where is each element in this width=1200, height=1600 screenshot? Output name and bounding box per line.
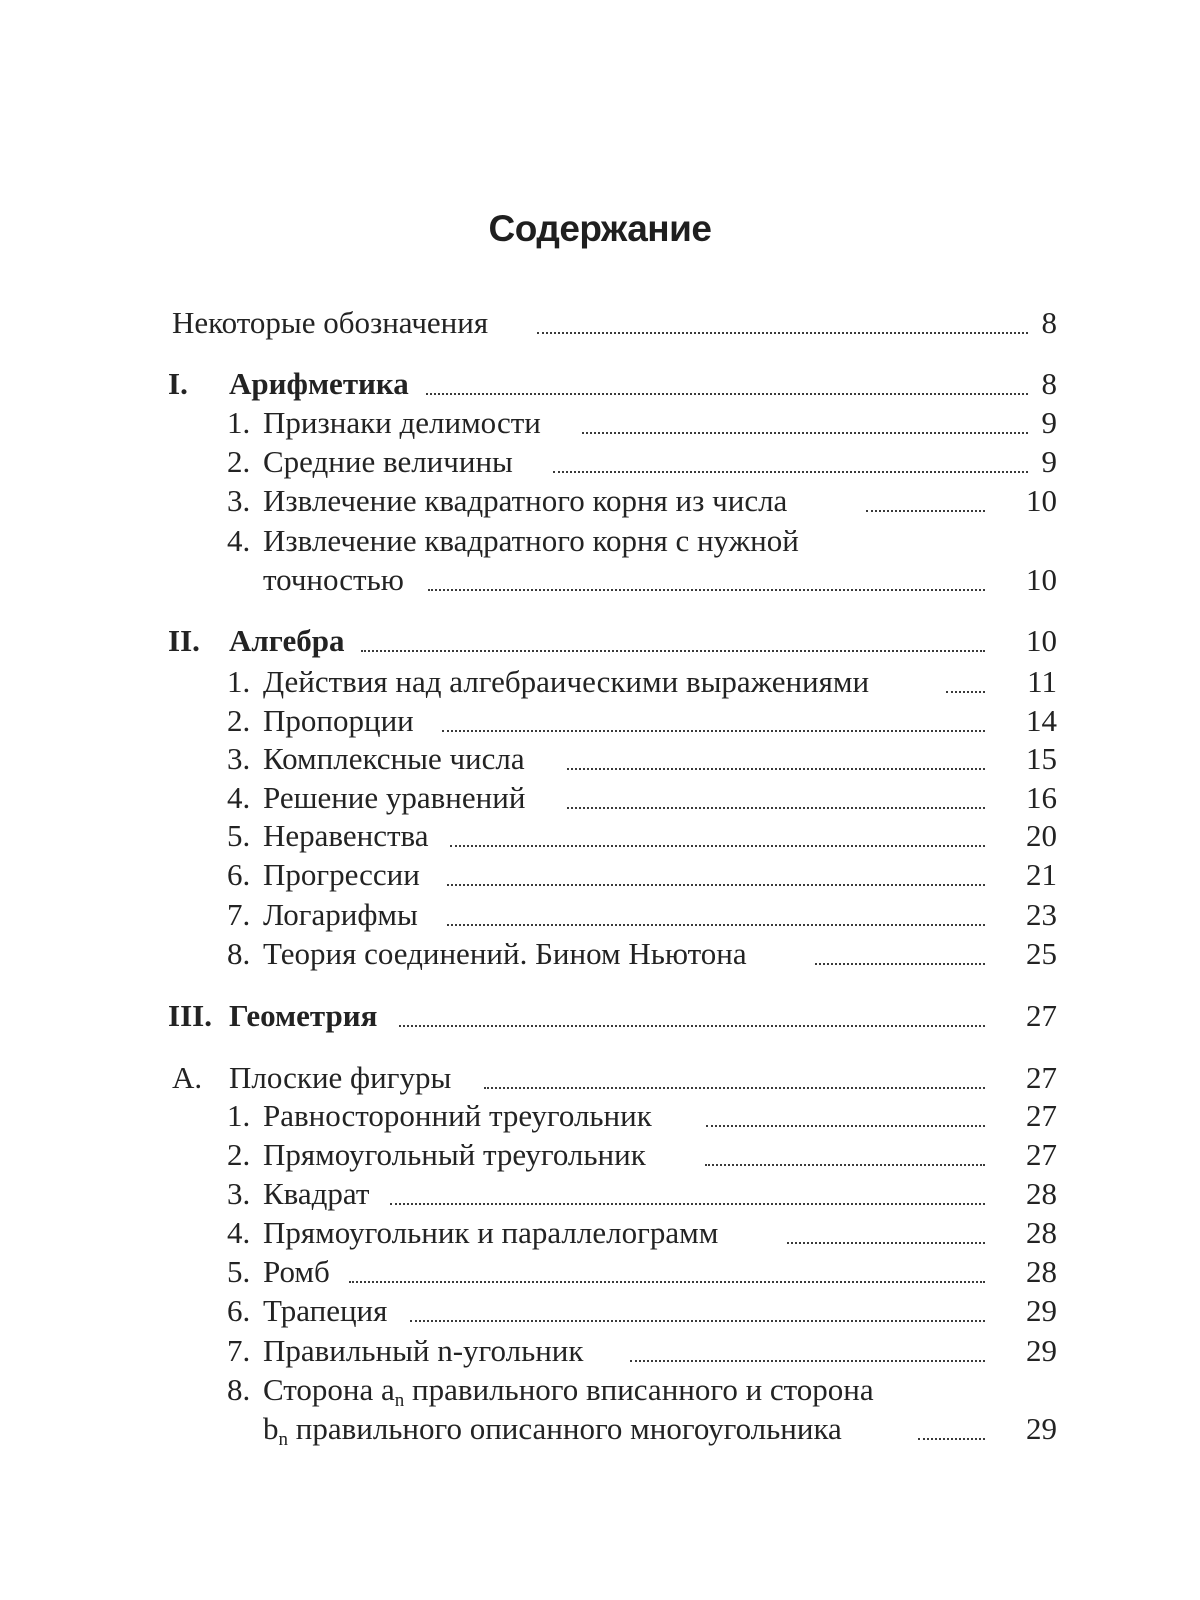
dot-leader [630, 1360, 985, 1362]
toc-entry-polygon-sides-cont[interactable] [0, 1411, 1200, 1451]
toc-entry-rectangle-parallelogram[interactable] [0, 1215, 1200, 1255]
toc-entry-label: Равносторонний треугольник [263, 1098, 652, 1133]
label-text: Сторона a [263, 1372, 395, 1407]
toc-page-number: 16 [1026, 780, 1057, 815]
subscript-n: n [278, 1429, 288, 1450]
toc-page-number: 8 [1041, 305, 1057, 340]
item-number: 1. [227, 1098, 251, 1133]
toc-entry-label: Логарифмы [263, 897, 418, 932]
toc-entry-right-triangle[interactable] [0, 1137, 1200, 1177]
dot-leader [537, 332, 1028, 334]
toc-page-number: 25 [1026, 936, 1057, 971]
toc-page-number: 28 [1026, 1176, 1057, 1211]
toc-entry-solving-equations[interactable] [0, 780, 1200, 820]
toc-entry-logarithms[interactable] [0, 897, 1200, 937]
toc-entry-progressions[interactable] [0, 857, 1200, 897]
item-number: 3. [227, 483, 251, 518]
toc-entry-square-root-number[interactable] [0, 483, 1200, 523]
toc-section-arithmetic[interactable] [0, 366, 1200, 406]
toc-entry-label: Комплексные числа [263, 741, 525, 776]
dot-leader [399, 1025, 985, 1027]
section-number: III. [168, 998, 212, 1033]
toc-page-number: 8 [1041, 366, 1057, 401]
toc-entry-label: Действия над алгебраическими выражениями [263, 664, 870, 699]
dot-leader [390, 1203, 985, 1205]
dot-leader [442, 730, 985, 732]
toc-page-number: 11 [1027, 664, 1057, 699]
toc-entry-complex-numbers[interactable] [0, 741, 1200, 781]
dot-leader [866, 510, 985, 512]
section-title: Арифметика [229, 366, 409, 401]
toc-entry-label: Средние величины [263, 444, 513, 479]
toc-page-number: 28 [1026, 1215, 1057, 1250]
toc-page-number: 27 [1026, 1098, 1057, 1133]
item-number: 7. [227, 1333, 251, 1368]
item-number: 4. [227, 523, 251, 558]
page-title: Содержание [488, 208, 712, 249]
toc-page-number: 27 [1026, 1060, 1057, 1095]
toc-page-number: 28 [1026, 1254, 1057, 1289]
toc-page-number: 10 [1026, 483, 1057, 518]
toc-entry-square-root-precision-cont[interactable] [0, 562, 1200, 602]
item-number: 3. [227, 1176, 251, 1211]
toc-entry-label: Правильный n-угольник [263, 1333, 584, 1368]
toc-section-geometry[interactable] [0, 998, 1200, 1038]
toc-page-number: 15 [1026, 741, 1057, 776]
toc-page-number: 10 [1026, 623, 1057, 658]
label-text: b [263, 1411, 279, 1446]
toc-subsection-plane-figures[interactable] [0, 1060, 1200, 1100]
toc-entry-trapezoid[interactable] [0, 1293, 1200, 1333]
toc-page-number: 27 [1026, 998, 1057, 1033]
toc-entry-proportions[interactable] [0, 703, 1200, 743]
item-number: 6. [227, 1293, 251, 1328]
toc-entry-label: Прямоугольник и параллелограмм [263, 1215, 719, 1250]
item-number: 6. [227, 857, 251, 892]
toc-entry-square[interactable] [0, 1176, 1200, 1216]
toc-page-number: 14 [1026, 703, 1057, 738]
item-number: 3. [227, 741, 251, 776]
toc-entry-averages[interactable] [0, 444, 1200, 484]
dot-leader [815, 963, 985, 965]
toc-entry-regular-polygon[interactable] [0, 1333, 1200, 1373]
toc-section-algebra[interactable] [0, 623, 1200, 663]
dot-leader [918, 1438, 985, 1440]
dot-leader [484, 1087, 985, 1089]
dot-leader [447, 924, 985, 926]
item-number: 5. [227, 1254, 251, 1289]
toc-entry-label: Извлечение квадратного корня из числа [263, 483, 788, 518]
dot-leader [567, 768, 985, 770]
label-text: правильного описанного многоугольника [288, 1411, 842, 1446]
dot-leader [447, 884, 985, 886]
toc-entry-binomial[interactable] [0, 936, 1200, 976]
dot-leader [426, 393, 1028, 395]
toc-entry-rhombus[interactable] [0, 1254, 1200, 1294]
toc-entry-square-root-precision[interactable] [0, 523, 1200, 563]
toc-page-number: 21 [1026, 857, 1057, 892]
toc-entry-notation[interactable] [0, 305, 1200, 345]
item-number: 1. [227, 405, 251, 440]
item-number: 7. [227, 897, 251, 932]
dot-leader [705, 1164, 985, 1166]
toc-entry-inequalities[interactable] [0, 818, 1200, 858]
section-number: II. [168, 623, 200, 658]
item-number: 5. [227, 818, 251, 853]
dot-leader [428, 589, 985, 591]
toc-entry-label [263, 1372, 874, 1411]
toc-entry-polygon-sides[interactable] [0, 1372, 1200, 1412]
toc-entry-label: Ромб [263, 1254, 330, 1289]
toc-entry-label: Неравенства [263, 818, 429, 853]
item-number: 4. [227, 1215, 251, 1250]
toc-entry-equilateral-triangle[interactable] [0, 1098, 1200, 1138]
item-number: 1. [227, 664, 251, 699]
toc-entry-algebraic-operations[interactable] [0, 664, 1200, 704]
section-number: I. [168, 366, 188, 401]
dot-leader [706, 1125, 985, 1127]
toc-page-number: 29 [1026, 1411, 1057, 1446]
toc-entry-label: Квадрат [263, 1176, 370, 1211]
dot-leader [553, 471, 1028, 473]
toc-page-number: 27 [1026, 1137, 1057, 1172]
item-number: 4. [227, 780, 251, 815]
section-title: Геометрия [229, 998, 378, 1033]
dot-leader [946, 691, 985, 693]
toc-entry-label: Извлечение квадратного корня с нужной [263, 523, 799, 558]
toc-page-number: 20 [1026, 818, 1057, 853]
toc-page-number: 9 [1041, 444, 1057, 479]
toc-entry-divisibility[interactable] [0, 405, 1200, 445]
label-text: правильного вписанного и сторона [404, 1372, 874, 1407]
item-number: 2. [227, 1137, 251, 1172]
dot-leader [582, 432, 1028, 434]
toc-entry-label: Некоторые обозначения [172, 305, 489, 340]
toc-page-number: 23 [1026, 897, 1057, 932]
dot-leader [787, 1242, 985, 1244]
toc-page-number: 10 [1026, 562, 1057, 597]
item-number: 8. [227, 1372, 251, 1407]
dot-leader [567, 807, 985, 809]
toc-entry-label-continued [263, 1411, 842, 1450]
dot-leader [450, 845, 985, 847]
toc-page-number: 9 [1041, 405, 1057, 440]
dot-leader [361, 650, 985, 652]
toc-page-number: 29 [1026, 1293, 1057, 1328]
toc-entry-label: Трапеция [263, 1293, 388, 1328]
toc-entry-label: Пропорции [263, 703, 414, 738]
dot-leader [410, 1320, 985, 1322]
item-number: 8. [227, 936, 251, 971]
toc-entry-label: Признаки делимости [263, 405, 541, 440]
subscript-n: n [394, 1390, 405, 1411]
dot-leader [349, 1281, 985, 1283]
item-number: 2. [227, 444, 251, 479]
toc-entry-label: Прогрессии [263, 857, 420, 892]
toc-entry-label: Теория соединений. Бином Ньютона [263, 936, 747, 971]
toc-entry-label-continued: точностью [263, 562, 404, 597]
toc-entry-label: Решение уравнений [263, 780, 526, 815]
item-number: 2. [227, 703, 251, 738]
subsection-letter: А. [172, 1060, 203, 1095]
toc-entry-label: Плоские фигуры [229, 1060, 452, 1095]
toc-page-number: 29 [1026, 1333, 1057, 1368]
section-title: Алгебра [229, 623, 345, 658]
toc-entry-label: Прямоугольный треугольник [263, 1137, 646, 1172]
